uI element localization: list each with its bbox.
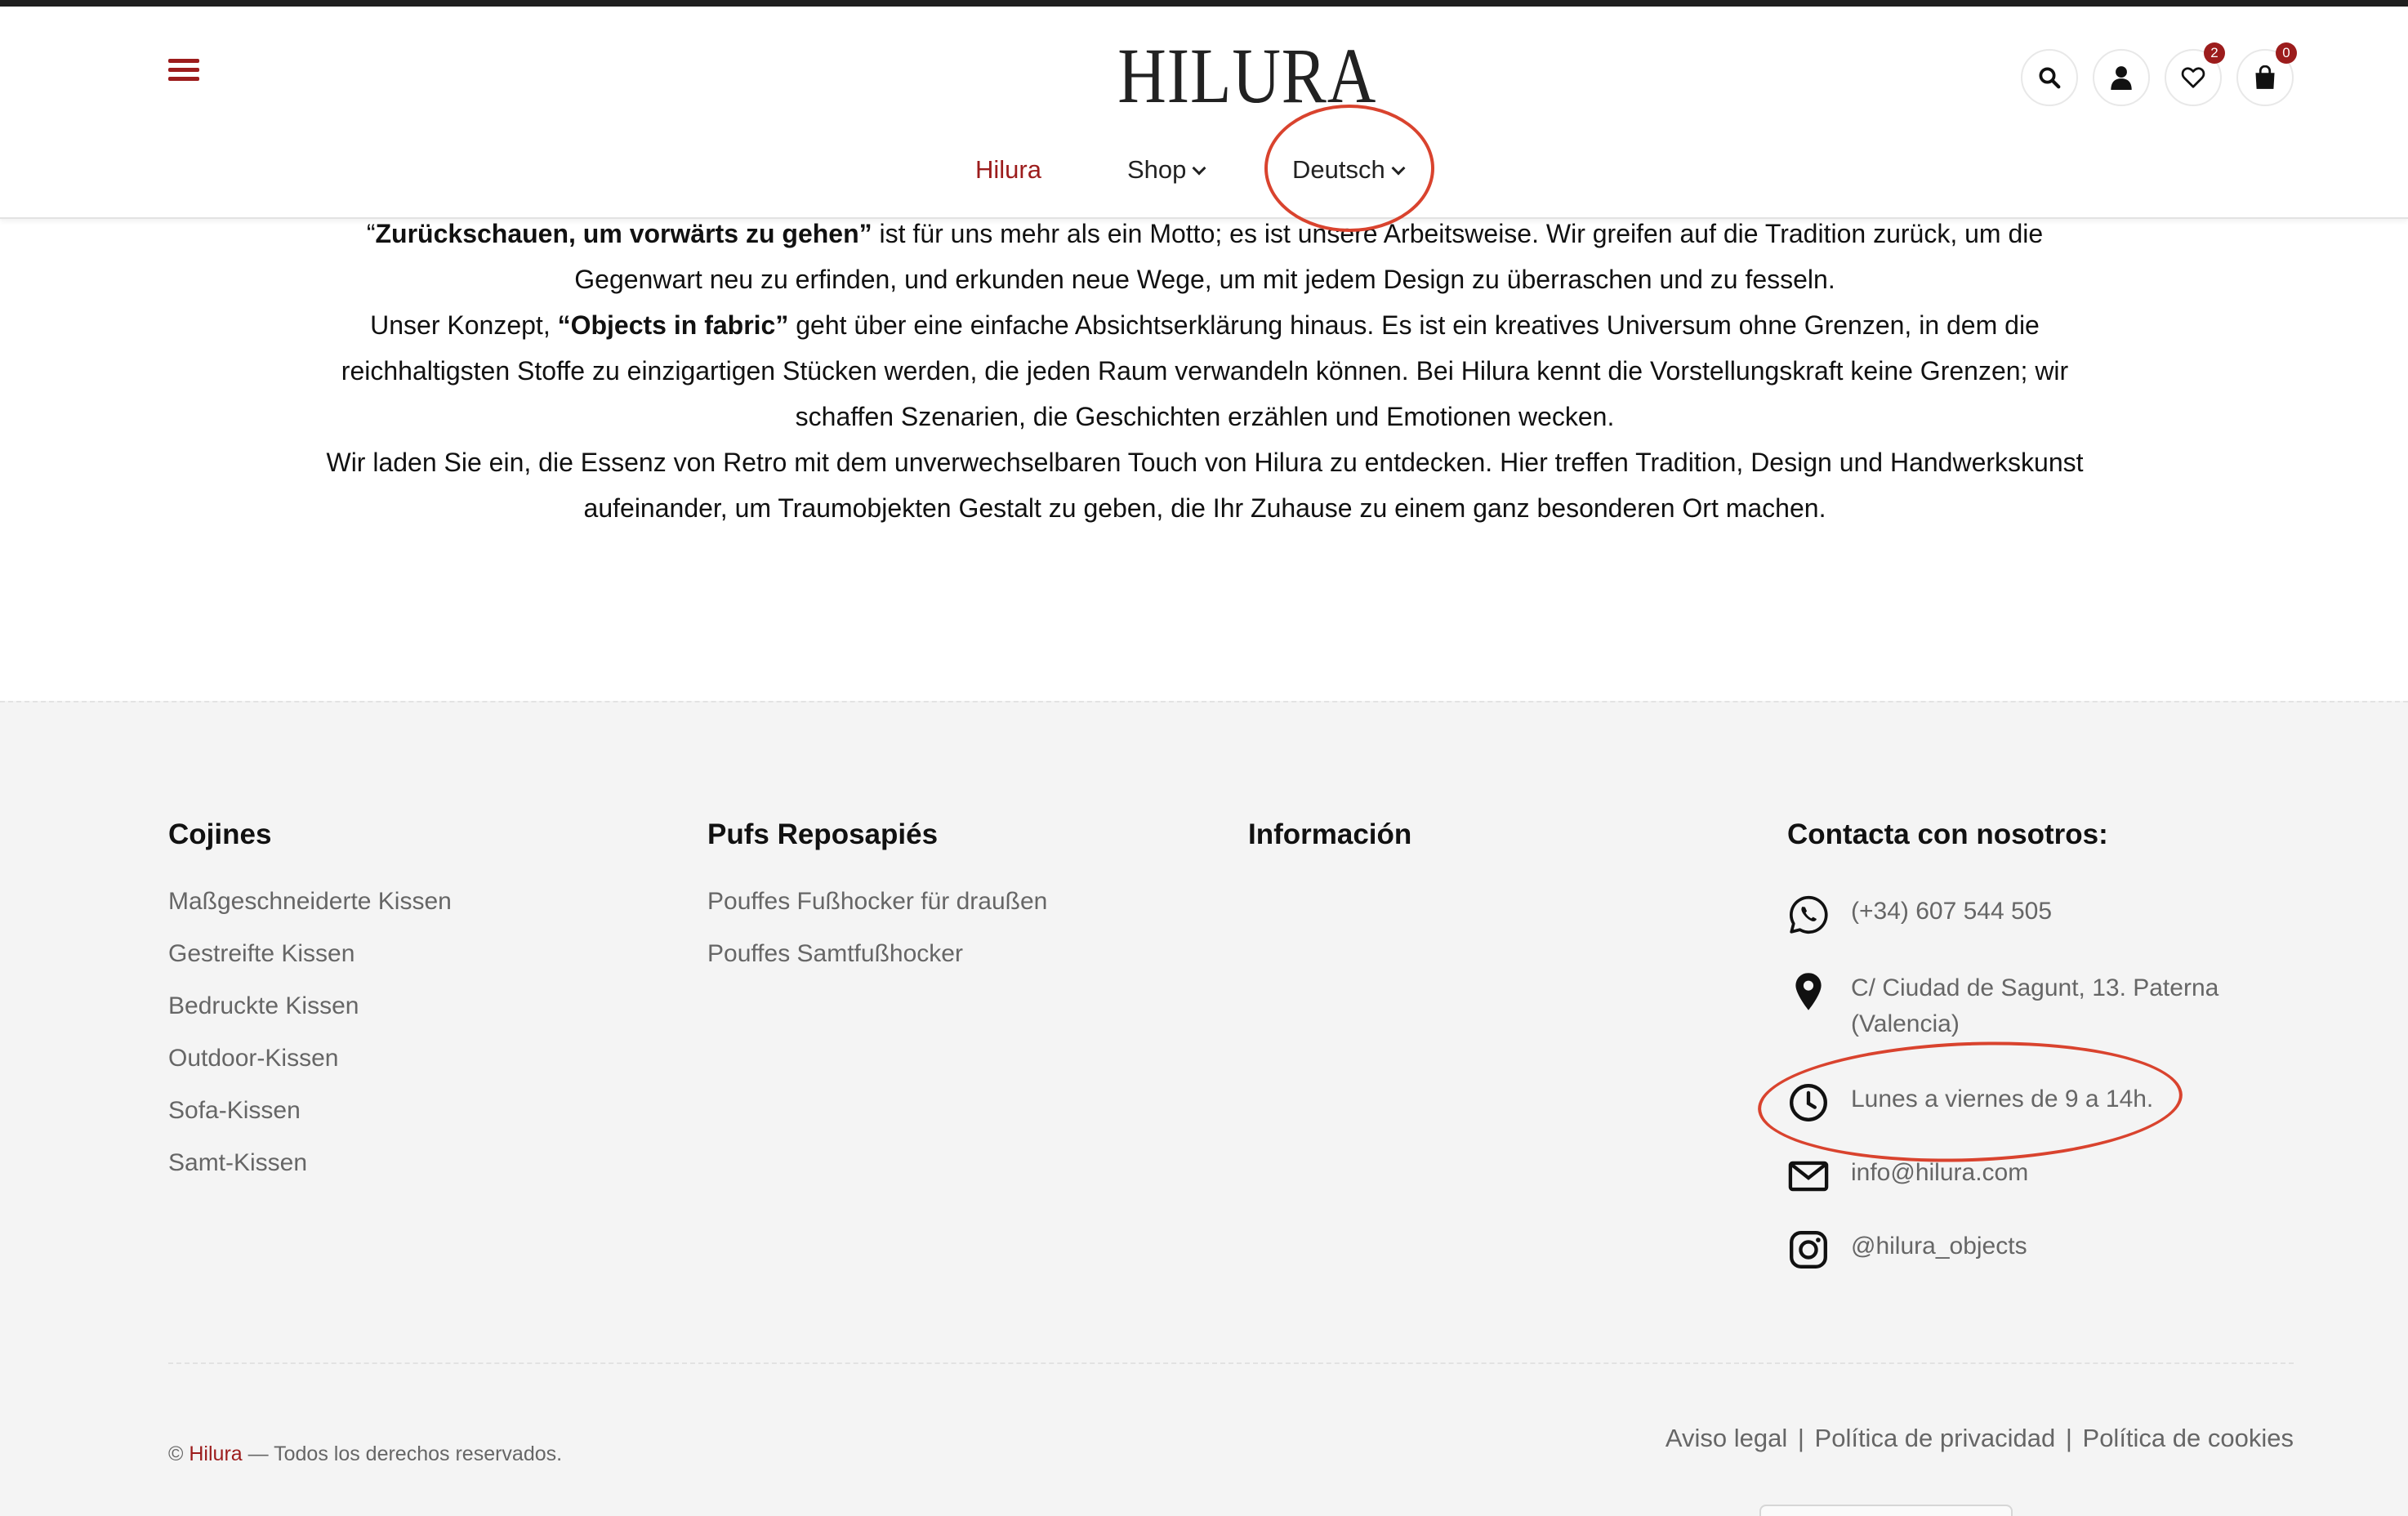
location-pin-icon — [1787, 970, 1830, 1013]
footer-col-contact — [1787, 818, 2108, 876]
footer-link[interactable]: Samt-Kissen — [168, 1149, 308, 1176]
contact-phone[interactable] — [1787, 894, 2052, 936]
nav-item-hilura[interactable] — [975, 147, 1041, 193]
contact-email[interactable] — [1787, 1155, 2028, 1197]
legal-link-privacidad[interactable]: Política de privacidad — [1814, 1424, 2056, 1452]
contact-instagram[interactable] — [1787, 1228, 2027, 1271]
nav-item-label: Hilura — [975, 155, 1041, 184]
heart-icon — [2181, 66, 2205, 89]
footer-col-informacion — [1248, 818, 1411, 876]
legal-links — [1666, 1418, 2294, 1459]
footer-col-pufs — [707, 818, 1047, 980]
wishlist-count-badge: 2 — [2204, 42, 2225, 64]
about-paragraph-1: “Zurückschauen, um vorwärts zu gehen” ist für uns mehr als ein Motto; es ist unsere Arbeitsweise. Wir greifen auf die Tradition zurück, um die Gegenwart neu zu erfinden, und erkunden neue Wege, um mit jedem Design zu überraschen und zu fesseln. — [366, 219, 2044, 294]
user-icon — [2110, 65, 2133, 90]
motto-bold: Zurückschauen, um vorwärts zu gehen — [375, 219, 859, 248]
chevron-down-icon — [1193, 162, 1206, 176]
about-paragraph-2: Unser Konzept, “Objects in fabric” geht über eine einfache Absichtserklärung hinaus. Es ist ein kreatives Universum ohne Grenzen, in dem die reichhaltigsten Stoffe zu einzigartigen Stücken werden, die jeden Raum verwandeln können. Bei Hilura kennt die Vorstellungskraft keine Grenzen; wir schaffen Szenarien, die Geschichten erzählen und Emotionen wecken. — [341, 310, 2069, 431]
copyright: © Hilura — Todos los derechos reservados. — [168, 1442, 563, 1465]
mail-icon — [1787, 1155, 1830, 1197]
footer-col-cojines — [168, 818, 452, 1189]
wishlist-button[interactable] — [2165, 45, 2222, 106]
site-logo[interactable]: HILURA — [1117, 32, 1377, 119]
footer-link[interactable]: Outdoor-Kissen — [168, 1045, 339, 1072]
nav-item-language[interactable] — [1292, 147, 1403, 193]
nav-item-label: Deutsch — [1292, 155, 1385, 184]
contact-hours — [1787, 1081, 2153, 1124]
site-footer — [0, 701, 2408, 1516]
footer-col-title: Cojines — [168, 818, 272, 850]
cart-button[interactable] — [2236, 45, 2294, 106]
nav-item-shop[interactable] — [1127, 147, 1204, 193]
concept-bold: “Objects in fabric” — [557, 310, 789, 340]
footer-link[interactable]: Gestreifte Kissen — [168, 940, 355, 967]
contact-address — [1787, 970, 2218, 1042]
chevron-down-icon — [1391, 162, 1405, 176]
footer-link[interactable]: Pouffes Fußhocker für draußen — [707, 888, 1048, 915]
nav-item-label: Shop — [1127, 155, 1187, 184]
contact-hours-text: Lunes a viernes de 9 a 14h. — [1851, 1086, 2154, 1112]
footer-link[interactable]: Sofa-Kissen — [168, 1097, 301, 1124]
legal-link-cookies[interactable]: Política de cookies — [2082, 1424, 2294, 1452]
footer-col-title: Contacta con nosotros: — [1787, 818, 2108, 850]
search-icon — [2037, 65, 2062, 90]
footer-link[interactable]: Maßgeschneiderte Kissen — [168, 888, 452, 915]
legal-separator: | — [2065, 1424, 2072, 1452]
main-nav — [0, 147, 2408, 193]
contact-phone-text: (+34) 607 544 505 — [1851, 898, 2053, 925]
footer-divider — [168, 1362, 2294, 1364]
footer-link[interactable]: Pouffes Samtfußhocker — [707, 940, 963, 967]
copyright-brand-link[interactable]: Hilura — [189, 1442, 243, 1465]
legal-separator: | — [1797, 1424, 1804, 1452]
footer-col-title: Pufs Reposapiés — [707, 818, 939, 850]
cart-count-badge: 0 — [2276, 42, 2297, 64]
cookie-settings-tab[interactable] — [1759, 1505, 2013, 1516]
contact-instagram-text: @hilura_objects — [1851, 1233, 2027, 1260]
instagram-icon — [1787, 1228, 1830, 1271]
site-header — [0, 7, 2408, 219]
search-button[interactable] — [2021, 49, 2078, 106]
whatsapp-icon — [1787, 894, 1830, 936]
contact-email-text: info@hilura.com — [1851, 1159, 2029, 1186]
footer-link[interactable]: Bedruckte Kissen — [168, 992, 359, 1019]
bag-icon — [2254, 65, 2276, 90]
about-text — [310, 211, 2099, 531]
footer-col-title: Información — [1248, 818, 1412, 850]
menu-icon[interactable] — [168, 57, 199, 83]
contact-address-text: C/ Ciudad de Sagunt, 13. Paterna (Valencia) — [1851, 974, 2219, 1037]
account-button[interactable] — [2093, 49, 2150, 106]
top-border — [0, 0, 2408, 7]
legal-link-aviso[interactable]: Aviso legal — [1665, 1424, 1788, 1452]
about-paragraph-3: Wir laden Sie ein, die Essenz von Retro mit dem unverwechselbaren Touch von Hilura zu entdecken. Hier treffen Tradition, Design und Handwerkskunst aufeinander, um Traumobjekten Gestalt zu geben, die Ihr Zuhause zu einem ganz besonderen Ort machen. — [326, 448, 2084, 523]
clock-icon — [1787, 1081, 1830, 1124]
